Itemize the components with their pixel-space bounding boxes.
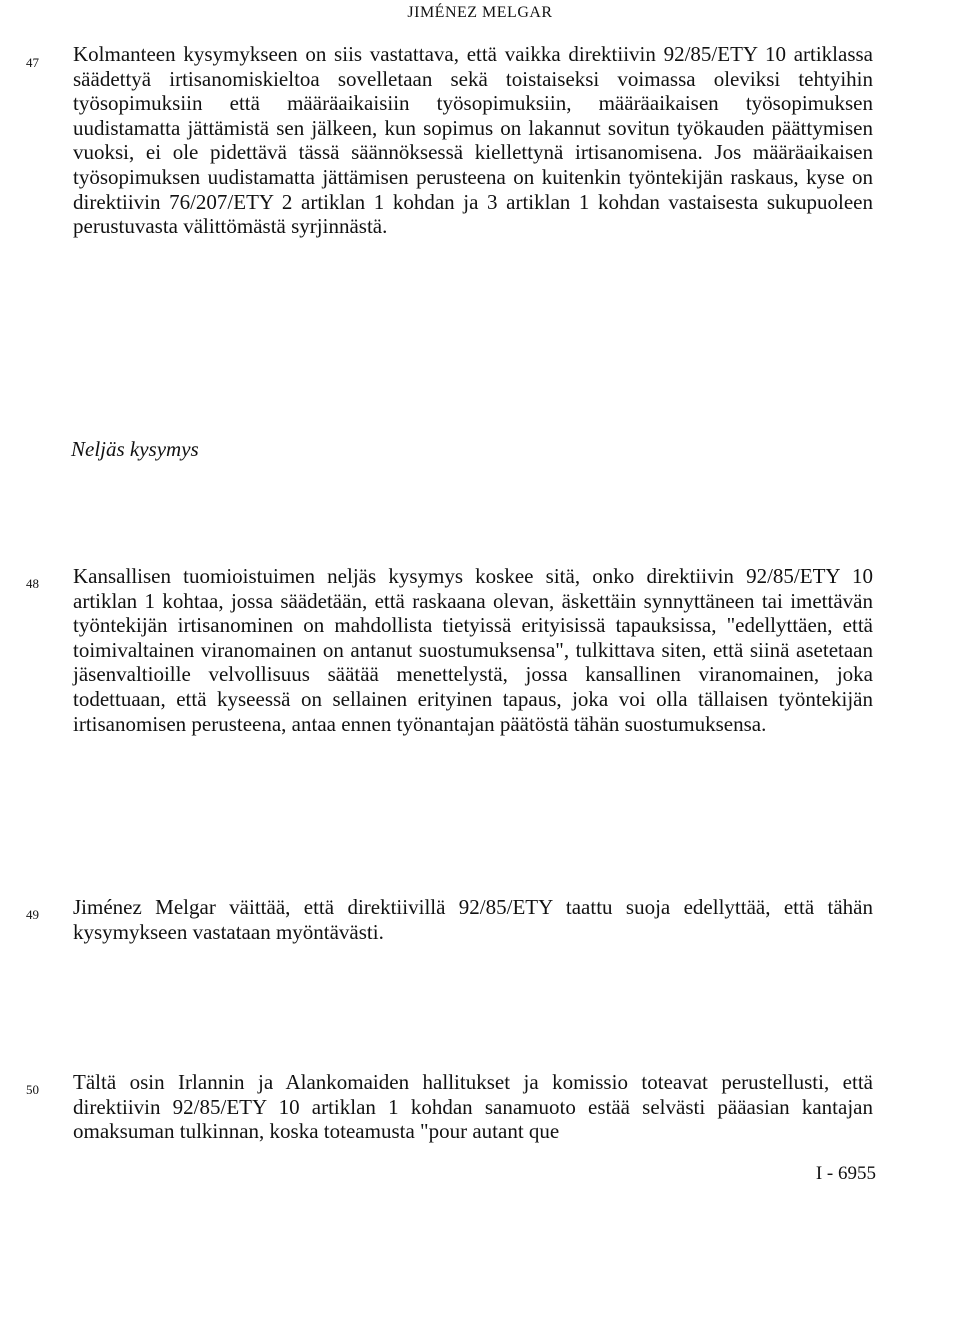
paragraph-text: Jiménez Melgar väittää, että direktiivillä 92/85/ETY taattu suoja edellyttää, että tähän kysymykseen vastataan myöntävästi. <box>73 895 873 944</box>
paragraph-number: 49 <box>26 907 39 922</box>
running-header: JIMÉNEZ MELGAR <box>407 4 553 21</box>
paragraph-text: Kansallisen tuomioistuimen neljäs kysymys koskee sitä, onko direktiivin 92/85/ETY 10 artiklan 1 kohtaa, jossa säädetään, että raskaana olevan, äskettäin synnyttäneen tai imettävän työntekijän irtisanominen on mahdollista tietyissä erityisissä tapauksissa, "edellyttäen, että toimivaltainen viranomainen on antanut suostumuksensa", tulkittava siten, että siinä asetetaan jäsenvaltioille velvollisuus säätää menettelystä, jossa kansallinen viranomainen, joka todettuaan, että kyseessä on sellainen erityinen tapaus, joka voi olla tällaisen työntekijän irtisanomisen perusteena, antaa ennen työnantajan päätöstä tähän suostumuksensa. <box>73 564 873 736</box>
paragraph-number: 50 <box>26 1082 39 1097</box>
paragraph-number: 48 <box>26 576 39 591</box>
section-heading: Neljäs kysymys <box>71 437 199 461</box>
page-number: I - 6955 <box>815 1163 876 1184</box>
paragraph-text: Tältä osin Irlannin ja Alankomaiden hallitukset ja komissio toteavat perustellusti, että direktiivin 92/85/ETY 10 artiklan 1 kohdan sanamuoto estää selvästi pääasian kantajan omaksuman tulkinnan, koska toteamusta "pour autant que <box>73 1070 873 1144</box>
paragraph-text: Kolmanteen kysymykseen on siis vastattava, että vaikka direktiivin 92/85/ETY 10 artiklassa säädettyä irtisanomiskieltoa sovelletaan sekä toistaiseksi voimassa oleviksi tehtyihin työsopimuksiin että määräaikaisiin työsopimuksiin, määräaikaisen työsopimuksen uudistamatta jättämistä sen jälkeen, kun sopimus on lakannut sovitun työkauden päättymisen vuoksi, ei ole pidettävä tässä säännöksessä kiellettynä irtisanomisena. Jos määräaikaisen työsopimuksen uudistamatta jättämisen perusteena on kuitenkin työntekijän raskaus, kyse on direktiivin 76/207/ETY 2 artiklan 1 kohdan ja 3 artiklan 1 kohdan vastaisesta sukupuoleen perustuvasta välittömästä syrjinnästä. <box>73 42 873 239</box>
paragraph-number: 47 <box>26 55 39 70</box>
